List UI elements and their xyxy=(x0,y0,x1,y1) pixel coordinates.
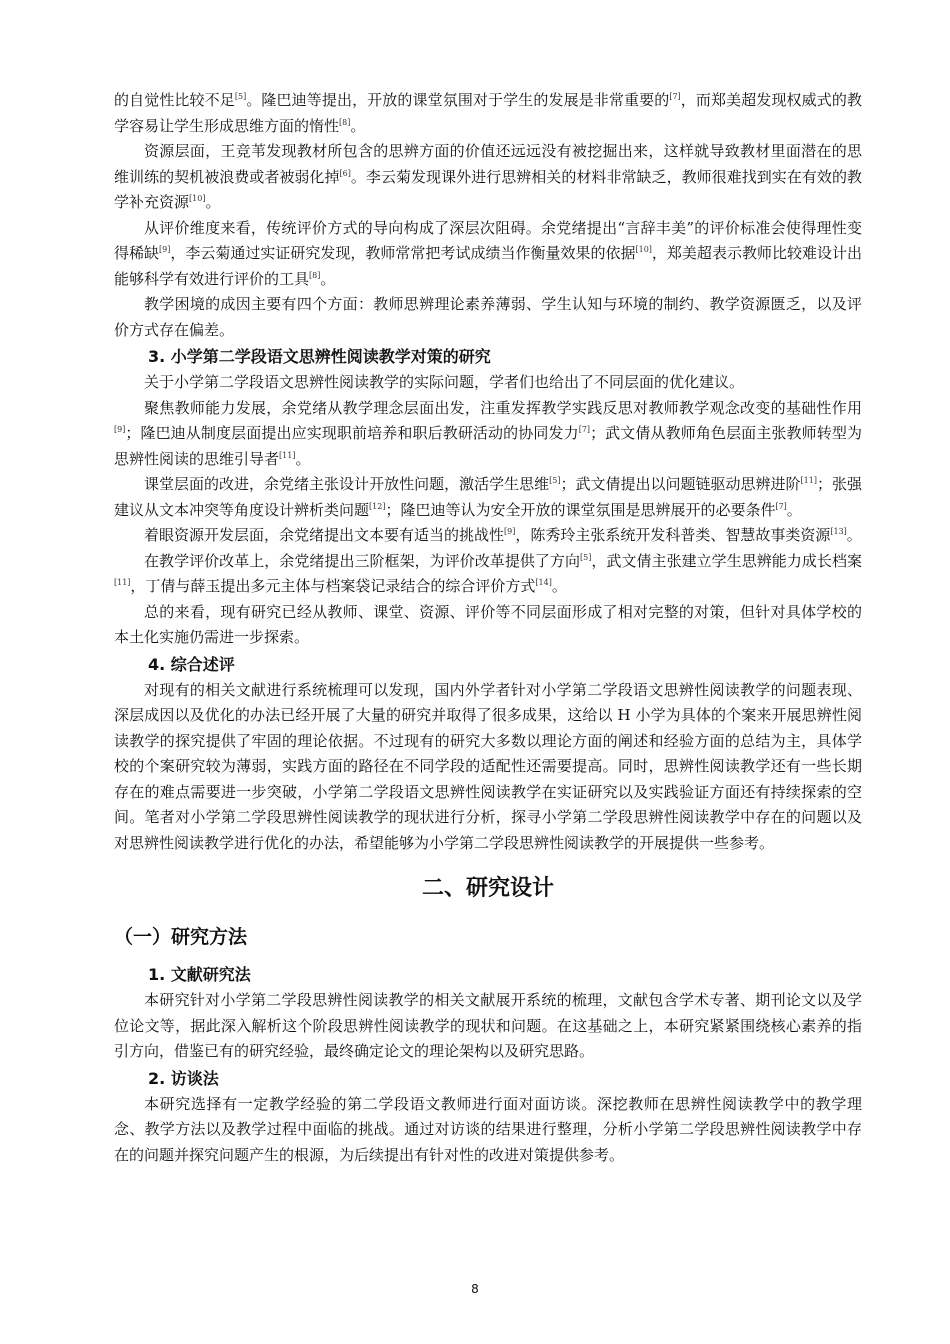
text-run: ；张强建议从文本冲突等角度设计辨析类问题 xyxy=(114,475,862,519)
paragraph-causes: 教学困境的成因主要有四个方面：教师思辨理论素养薄弱、学生认知与环境的制约、教学资源匮乏，以及评价方式存在偏差。 xyxy=(114,295,862,339)
text-run: ；武文倩提出以问题链驱动思辨进阶 xyxy=(560,475,801,493)
text-run: 。 xyxy=(205,193,221,211)
text-run: 。 xyxy=(295,449,311,468)
citation-ref: [8] xyxy=(339,117,351,127)
citation-ref: [6] xyxy=(339,168,351,178)
subsection-heading-4: 4. 综合述评 xyxy=(148,654,235,674)
text-run: 。 xyxy=(846,526,862,544)
paragraph-interview-method: 本研究选择有一定教学经验的第二学段语文教师进行面对面访谈。深挖教师在思辨性阅读教学中的教学理念、教学方法以及教学过程中面临的挑战。通过对访谈的结果进行整理，分析小学第二学段思辨性阅读教学中存在的问题并探究问题产生的根源，为后续提出有针对性的改进对策提供参考。 xyxy=(114,1094,862,1164)
text-run: 。 xyxy=(320,269,336,288)
text-run: 课堂层面的改进，余党绪主张设计开放性问题，激活学生思维 xyxy=(144,475,550,493)
page-number: 8 xyxy=(471,1282,479,1296)
page-content xyxy=(114,88,862,1168)
paragraph-classroom xyxy=(114,472,862,523)
paragraph-review: 对现有的相关文献进行系统梳理可以发现，国内外学者针对小学第二学段语文思辨性阅读教学的问题表现、深层成因以及优化的办法已经开展了大量的研究并取得了很多成果，这给以 H 小学为具体的个案来开展思辨性阅读教学的探究提供了牢固的理论依据。不过现有的研究大多数以理论方面的阐述和经验方面的总结为主，具体学校的个案研究较为薄弱，实践方面的路径在不同学段的适配性还需要提高。同时，思辨性阅读教学还有一些长期存在的难点需要进一步突破，小学第二学段语文思辨性阅读教学在实证研究以及实践验证方面还有持续探索的空间。笔者对小学第二学段思辨性阅读教学的现状进行分析，探寻小学第二学段思辨性阅读教学中存在的问题以及对思辨性阅读教学进行优化的办法，希望能够为小学第二学段思辨性阅读教学的开展提供一些参考。 xyxy=(114,680,862,852)
method-heading-literature: 1. 文献研究法 xyxy=(148,965,251,984)
text-run: 。 xyxy=(350,116,366,135)
paragraph-evaluation xyxy=(114,216,862,293)
citation-ref: [11] xyxy=(114,578,131,587)
text-run: ，郑美超表示教师比较难设计出能够科学有效进行评价的工具 xyxy=(114,244,862,288)
paragraph-evaluation-reform xyxy=(114,549,862,600)
text-run: 在教学评价改革上，余党绪提出三阶框架，为评价改革提供了方向 xyxy=(144,551,581,570)
citation-ref: [9] xyxy=(114,425,126,434)
paragraph-intro: 关于小学第二学段语文思辨性阅读教学的实际问题，学者们也给出了不同层面的优化建议。 xyxy=(144,373,745,391)
text-run: ，丁倩与薛玉提出多元主体与档案袋记录结合的综合评价方式 xyxy=(130,577,536,595)
text-run: 。李云菊发现课外进行思辨相关的材料非常缺乏，教师很难找到实在有效的教学补充资源 xyxy=(114,167,862,211)
citation-ref: [9] xyxy=(504,527,516,536)
citation-ref: [7] xyxy=(775,501,787,511)
text-run: ；隆巴迪从制度层面提出应实现职前培养和职后教研活动的协同发力 xyxy=(125,424,579,442)
citation-ref: [5] xyxy=(549,476,561,485)
chapter-title: 二、研究设计 xyxy=(421,876,554,901)
citation-ref: [7] xyxy=(669,92,681,101)
citation-ref: [5] xyxy=(580,552,592,562)
paragraph-resource-dev xyxy=(114,523,862,549)
text-run: 的自觉性比较不足 xyxy=(114,91,235,109)
section-title: （一）研究方法 xyxy=(114,926,248,948)
citation-ref: [8] xyxy=(309,270,321,280)
citation-ref: [14] xyxy=(535,578,552,587)
citation-ref: [11] xyxy=(279,450,296,460)
citation-ref: [11] xyxy=(800,476,817,485)
text-run: ；武文倩从教师角色层面主张教师转型为思辨性阅读的思维引导者 xyxy=(114,424,862,468)
citation-ref: [7] xyxy=(578,425,591,434)
citation-ref: [13] xyxy=(830,527,847,536)
text-run: ，武文倩主张建立学生思辨能力成长档案 xyxy=(591,551,862,570)
citation-ref: [9] xyxy=(159,245,171,254)
paragraph-resources xyxy=(114,139,862,216)
text-run: 聚焦教师能力发展，余党绪从教学理念层面出发，注重发挥教学实践反思对教师教学观念改变的基础性作用 xyxy=(144,398,862,417)
paragraph-teacher xyxy=(114,396,862,473)
citation-ref: [5] xyxy=(234,92,247,101)
paragraph-literature-method: 本研究针对小学第二学段思辨性阅读教学的相关文献展开系统的梳理，文献包含学术专著、期刊论文以及学位论文等，据此深入解析这个阶段思辨性阅读教学的现状和问题。在这基础之上，本研究紧紧围绕核心素养的指引方向，借鉴已有的研究经验，最终确定论文的理论架构以及研究思路。 xyxy=(114,991,862,1060)
citation-ref: [10] xyxy=(189,194,206,203)
text-run: ，而郑美超发现权威式的教学容易让学生形成思维方面的惰性 xyxy=(114,91,862,135)
text-run: ；隆巴迪等认为安全开放的课堂氛围是思辨展开的必要条件 xyxy=(385,500,776,519)
citation-ref: [10] xyxy=(635,245,652,254)
paragraph-continued xyxy=(114,88,862,139)
text-run: 资源层面，王竞苇发现教材所包含的思辨方面的价值还远远没有被挖掘出来，这样就导致教材里面潜在的思维训练的契机被浪费或者被弱化掉 xyxy=(114,142,862,186)
citation-ref: [12] xyxy=(369,501,386,511)
method-heading-interview: 2. 访谈法 xyxy=(148,1068,219,1088)
text-run: 。 xyxy=(786,500,802,519)
text-run: 从评价维度来看，传统评价方式的导向构成了深层次阻碍。余党绪提出“言辞丰美”的评价标准会使得理性变得稀缺 xyxy=(114,218,862,262)
text-run: ，李云菊通过实证研究发现，教师常常把考试成绩当作衡量效果的依据 xyxy=(170,244,636,262)
text-run: 着眼资源开发层面，余党绪提出文本要有适当的挑战性 xyxy=(144,526,505,544)
text-run: ，陈秀玲主张系统开发科普类、智慧故事类资源 xyxy=(515,526,831,544)
text-run: 。隆巴迪等提出，开放的课堂氛围对于学生的发展是非常重要的 xyxy=(246,91,670,109)
paragraph-summary: 总的来看，现有研究已经从教师、课堂、资源、评价等不同层面形成了相对完整的对策，但针对具体学校的本土化实施仍需进一步探索。 xyxy=(114,602,862,646)
text-run: 。 xyxy=(551,577,567,595)
subsection-heading-3: 3. 小学第二学段语文思辨性阅读教学对策的研究 xyxy=(148,347,491,366)
